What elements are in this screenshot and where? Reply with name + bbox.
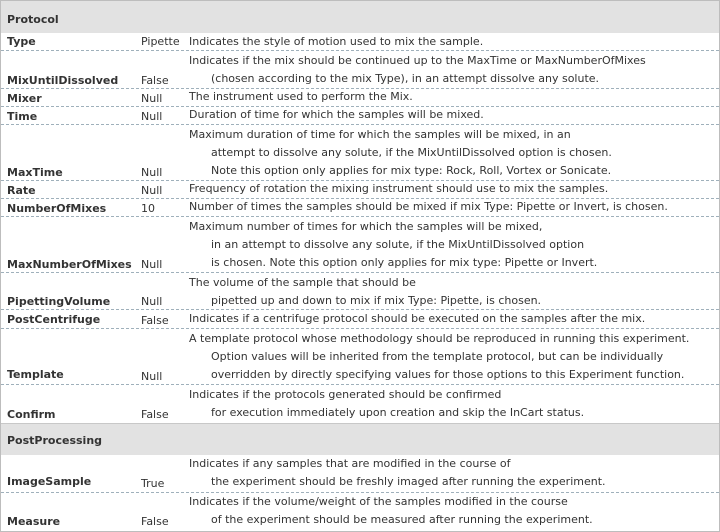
- option-value: Null: [141, 166, 163, 179]
- option-value: True: [141, 477, 165, 490]
- option-name: Confirm: [7, 408, 56, 421]
- description-line: pipetted up and down to mix if mix Type: Pipette, is chosen.: [211, 294, 542, 307]
- description-line: Indicates if a centrifuge protocol should be executed on the samples after the mix.: [189, 312, 646, 325]
- description-line: Indicates if the mix should be continued up to the MaxTime or MaxNumberOfMixes: [189, 54, 646, 67]
- description-line: Frequency of rotation the mixing instrument should use to mix the samples.: [189, 182, 609, 195]
- section-title: PostProcessing: [7, 434, 103, 447]
- option-value: False: [141, 515, 169, 528]
- option-name: ImageSample: [7, 475, 92, 488]
- option-row-type: [1, 33, 719, 51]
- description-line: in an attempt to dissolve any solute, if the MixUntilDissolved option: [211, 238, 585, 251]
- option-row-confirm: [1, 385, 719, 423]
- option-name: MixUntilDissolved: [7, 74, 119, 87]
- description-line: Indicates if the protocols generated should be confirmed: [189, 388, 502, 401]
- option-value: Null: [141, 92, 163, 105]
- option-value: Null: [141, 110, 163, 123]
- description-line: of the experiment should be measured after running the experiment.: [211, 513, 593, 526]
- option-row-template: [1, 329, 719, 385]
- option-name: MaxNumberOfMixes: [7, 258, 132, 271]
- option-value: Pipette: [141, 35, 180, 48]
- option-value: Null: [141, 184, 163, 197]
- description-line: overridden by directly specifying values for those options to this Experiment function.: [211, 368, 685, 381]
- option-name: Rate: [7, 184, 36, 197]
- description-line: Maximum number of times for which the samples will be mixed,: [189, 220, 543, 233]
- option-value: False: [141, 408, 169, 421]
- option-row-imagesample: [1, 455, 719, 493]
- description-line: The volume of the sample that should be: [189, 276, 416, 289]
- description-line: is chosen. Note this option only applies for mix type: Pipette or Invert.: [211, 256, 598, 269]
- description-line: Number of times the samples should be mixed if mix Type: Pipette or Invert, is chosen.: [189, 200, 668, 213]
- description-line: Indicates the style of motion used to mix the sample.: [189, 35, 484, 48]
- description-line: attempt to dissolve any solute, if the MixUntilDissolved option is chosen.: [211, 146, 612, 159]
- option-name: PipettingVolume: [7, 295, 111, 308]
- option-name: Measure: [7, 515, 61, 528]
- section-title: Protocol: [7, 13, 59, 26]
- option-name: PostCentrifuge: [7, 313, 101, 326]
- description-line: Duration of time for which the samples will be mixed.: [189, 108, 484, 121]
- description-line: Note this option only applies for mix type: Rock, Roll, Vortex or Sonicate.: [211, 164, 612, 177]
- option-name: Template: [7, 368, 64, 381]
- option-value: Null: [141, 258, 163, 271]
- description-line: A template protocol whose methodology should be reproduced in running this experiment.: [189, 332, 690, 345]
- description-line: for execution immediately upon creation and skip the InCart status.: [211, 406, 585, 419]
- option-row-mixer: [1, 89, 719, 107]
- section-header-protocol: [1, 1, 719, 33]
- option-row-maxnumberofmixes: [1, 217, 719, 273]
- description-line: the experiment should be freshly imaged after running the experiment.: [211, 475, 606, 488]
- option-row-postcentrifuge: [1, 310, 719, 329]
- section-header-postprocessing: [1, 423, 719, 455]
- option-value: Null: [141, 295, 163, 308]
- option-name: MaxTime: [7, 166, 63, 179]
- description-line: (chosen according to the mix Type), in an attempt dissolve any solute.: [211, 72, 600, 85]
- option-name: NumberOfMixes: [7, 202, 107, 215]
- option-row-time: [1, 107, 719, 125]
- option-row-numberofmixes: [1, 199, 719, 217]
- description-line: The instrument used to perform the Mix.: [189, 90, 413, 103]
- option-name: Mixer: [7, 92, 42, 105]
- option-row-measure: [1, 493, 719, 531]
- option-value: False: [141, 314, 169, 327]
- option-row-mixuntildissolved: [1, 51, 719, 89]
- description-line: Maximum duration of time for which the samples will be mixed, in an: [189, 128, 571, 141]
- option-value: False: [141, 74, 169, 87]
- option-value: 10: [141, 202, 155, 215]
- option-row-rate: [1, 181, 719, 199]
- description-line: Option values will be inherited from the template protocol, but can be individually: [211, 350, 664, 363]
- option-value: Null: [141, 370, 163, 383]
- option-row-pipettingvolume: [1, 273, 719, 310]
- option-name: Time: [7, 110, 38, 123]
- description-line: Indicates if the volume/weight of the samples modified in the course: [189, 495, 568, 508]
- option-row-maxtime: [1, 125, 719, 181]
- description-line: Indicates if any samples that are modified in the course of: [189, 457, 511, 470]
- option-name: Type: [7, 35, 36, 48]
